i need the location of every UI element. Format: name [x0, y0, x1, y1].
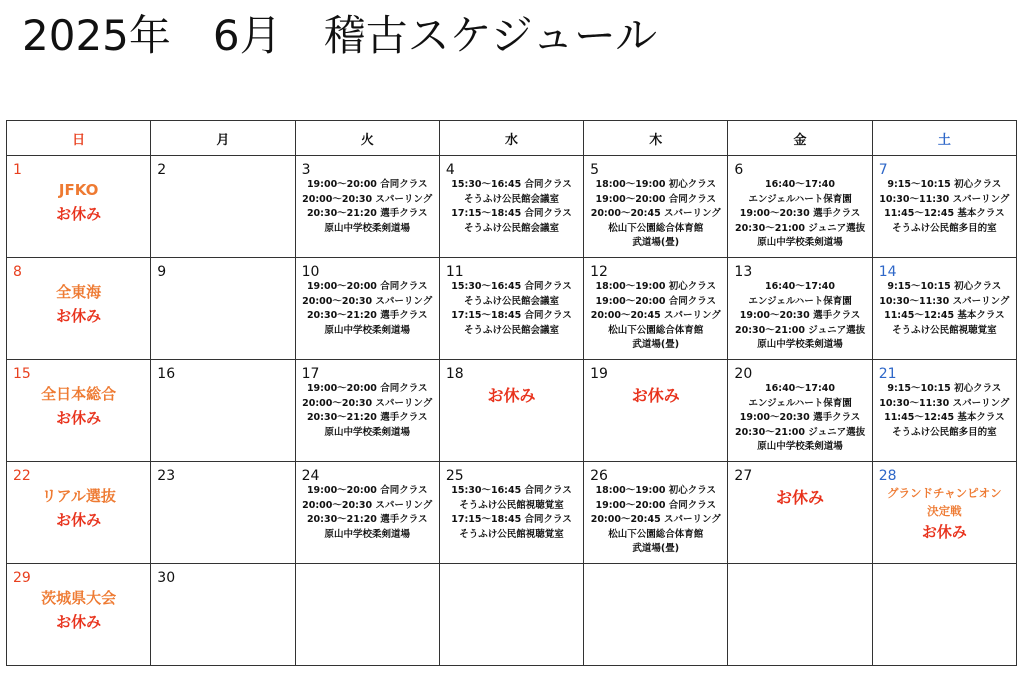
schedule-line: 武道場(畳) [632, 543, 680, 554]
schedule-line: 15:30〜16:45 合同クラス [451, 485, 572, 496]
day-cell [295, 564, 439, 666]
day-cell [7, 564, 151, 666]
schedule-line: 9:15〜10:15 初心クラス [887, 281, 1002, 292]
day-cell [872, 564, 1016, 666]
schedule-line: 松山下公園総合体育館 [608, 222, 704, 234]
schedule-line: 18:00〜19:00 初心クラス [595, 281, 717, 292]
event-name: 茨城県大会 [41, 589, 117, 607]
schedule-line: 10:30〜11:30 スパーリング [879, 295, 1010, 307]
day-number: 14 [878, 264, 897, 280]
day-content [296, 178, 439, 236]
event-name: リアル選抜 [41, 487, 116, 505]
day-content [440, 280, 583, 338]
day-content [7, 586, 150, 634]
schedule-line: 原山中学校柔剣道場 [324, 324, 410, 336]
day-content [728, 280, 871, 353]
day-number: 13 [734, 264, 753, 280]
day-number: 2 [157, 162, 167, 178]
day-number: 25 [445, 468, 464, 484]
day-number: 29 [13, 570, 31, 586]
day-content [296, 484, 439, 542]
day-cell [728, 258, 872, 360]
day-number: 20 [734, 366, 753, 382]
day-number: 27 [734, 468, 753, 484]
day-cell [439, 360, 583, 462]
day-cell [151, 360, 295, 462]
schedule-line: 17:15〜18:45 合同クラス [451, 310, 572, 321]
schedule-line: 20:00〜20:30 スパーリング [302, 193, 433, 205]
schedule-line: そうふけ公民館会議室 [463, 222, 559, 234]
event-name: 全日本総合 [41, 385, 117, 403]
day-cell [439, 564, 583, 666]
day-number: 6 [734, 162, 744, 178]
schedule-line: 20:00〜20:30 スパーリング [302, 295, 433, 307]
schedule-line: 11:45〜12:45 基本クラス [884, 412, 1005, 423]
day-cell [7, 156, 151, 258]
schedule-line: 19:00〜20:00 合同クラス [595, 499, 717, 511]
day-number: 26 [590, 468, 608, 484]
week-row [7, 564, 1017, 666]
schedule-line: 原山中学校柔剣道場 [324, 528, 410, 540]
day-content [296, 382, 439, 440]
schedule-line: 11:45〜12:45 基本クラス [884, 310, 1005, 321]
schedule-line: 19:00〜20:00 合同クラス [306, 383, 428, 394]
day-off-label: お休み [56, 205, 102, 223]
day-cell [151, 564, 295, 666]
schedule-line: 松山下公園総合体育館 [608, 324, 704, 336]
day-cell [584, 156, 728, 258]
weekday-tuesday: 火 [295, 121, 439, 156]
day-number: 18 [445, 366, 464, 382]
day-cell [295, 462, 439, 564]
schedule-line: 19:00〜20:00 合同クラス [595, 295, 717, 307]
day-content [440, 484, 583, 542]
schedule-line: 武道場(畳) [632, 339, 680, 350]
schedule-line: そうふけ公民館視聴覚室 [459, 499, 564, 511]
day-cell [151, 156, 295, 258]
day-number: 5 [590, 162, 600, 178]
schedule-line: 19:00〜20:30 選手クラス [739, 310, 861, 321]
day-off-label: お休み [921, 523, 967, 541]
schedule-line: 20:30〜21:20 選手クラス [306, 514, 428, 525]
week-row [7, 462, 1017, 564]
schedule-line: そうふけ公民館多目的室 [892, 222, 997, 234]
event-name: JFKO [58, 181, 99, 199]
day-number: 30 [157, 570, 176, 586]
schedule-line: 16:40〜17:40 [765, 281, 836, 292]
schedule-line: 17:15〜18:45 合同クラス [451, 514, 572, 525]
day-number: 1 [13, 162, 22, 178]
schedule-line: 10:30〜11:30 スパーリング [879, 193, 1010, 205]
day-content [873, 484, 1016, 544]
day-cell [439, 156, 583, 258]
schedule-line: 原山中学校柔剣道場 [757, 441, 843, 452]
schedule-line: 20:30〜21:20 選手クラス [306, 310, 428, 321]
schedule-line: 16:40〜17:40 [765, 179, 836, 190]
schedule-line: そうふけ公民館会議室 [463, 324, 559, 336]
schedule-line: 19:00〜20:30 選手クラス [739, 412, 861, 423]
day-number: 22 [13, 468, 31, 484]
day-cell [151, 462, 295, 564]
schedule-line: そうふけ公民館多目的室 [892, 426, 997, 438]
schedule-line: 18:00〜19:00 初心クラス [595, 179, 717, 190]
schedule-line: 20:30〜21:00 ジュニア選抜 [734, 324, 866, 336]
schedule-line: 20:00〜20:45 スパーリング [590, 514, 721, 525]
day-cell [872, 360, 1016, 462]
day-cell [295, 360, 439, 462]
day-cell [584, 360, 728, 462]
schedule-line: 17:15〜18:45 合同クラス [451, 208, 572, 219]
day-cell [728, 156, 872, 258]
day-off-label: お休み [776, 488, 825, 507]
day-number: 21 [878, 366, 897, 382]
day-number: 19 [590, 366, 608, 382]
week-row [7, 258, 1017, 360]
day-off-label: お休み [487, 386, 536, 405]
day-cell [7, 258, 151, 360]
day-number: 28 [878, 468, 897, 484]
day-number: 4 [445, 162, 455, 178]
schedule-line: 20:00〜20:30 スパーリング [302, 397, 433, 409]
week-row [7, 156, 1017, 258]
schedule-line: 20:00〜20:45 スパーリング [590, 310, 721, 321]
page-title: 2025年 6月 稽古スケジュール [22, 11, 658, 60]
day-content [728, 382, 871, 455]
day-number: 12 [590, 264, 608, 280]
schedule-line: 9:15〜10:15 初心クラス [887, 179, 1002, 190]
day-cell [728, 360, 872, 462]
schedule-line: 20:00〜20:45 スパーリング [590, 208, 721, 219]
day-number: 15 [13, 366, 31, 382]
day-off-label: お休み [631, 386, 680, 405]
day-number: 9 [157, 264, 167, 280]
day-cell [728, 462, 872, 564]
schedule-line: 20:30〜21:20 選手クラス [306, 208, 428, 219]
day-content [7, 280, 150, 328]
day-number: 8 [13, 264, 22, 280]
schedule-line: そうふけ公民館会議室 [463, 193, 559, 205]
day-number: 17 [301, 366, 320, 382]
day-cell [584, 564, 728, 666]
weekday-saturday: 土 [872, 121, 1016, 156]
day-number: 10 [301, 264, 320, 280]
day-cell [295, 258, 439, 360]
day-number: 23 [157, 468, 176, 484]
day-cell [728, 564, 872, 666]
day-off-label: お休み [56, 613, 102, 631]
weekday-wednesday: 水 [439, 121, 583, 156]
day-off-label: お休み [56, 409, 102, 427]
day-cell [872, 156, 1016, 258]
day-number: 3 [301, 162, 311, 178]
day-content [584, 280, 727, 353]
schedule-line: 10:30〜11:30 スパーリング [879, 397, 1010, 409]
day-cell [439, 462, 583, 564]
schedule-line: 原山中学校柔剣道場 [324, 222, 410, 234]
schedule-line: 9:15〜10:15 初心クラス [887, 383, 1002, 394]
calendar-table [6, 120, 1017, 666]
event-name-line: グランドチャンピオン [887, 486, 1002, 500]
weekday-thursday: 木 [584, 121, 728, 156]
day-content [873, 382, 1016, 440]
schedule-line: 15:30〜16:45 合同クラス [451, 179, 572, 190]
day-cell [872, 258, 1016, 360]
day-content [873, 280, 1016, 338]
weekday-header-row [7, 121, 1017, 156]
weekday-sunday: 日 [7, 121, 151, 156]
day-cell [295, 156, 439, 258]
schedule-line: 松山下公園総合体育館 [608, 528, 704, 540]
day-cell [7, 360, 151, 462]
schedule-line: そうふけ公民館視聴覚室 [459, 528, 564, 540]
day-content [873, 178, 1016, 236]
day-content [7, 484, 150, 532]
day-off-label: お休み [56, 307, 102, 325]
day-content [584, 484, 727, 557]
schedule-line: 原山中学校柔剣道場 [757, 339, 843, 350]
schedule-line: 19:00〜20:00 合同クラス [595, 193, 717, 205]
event-name-line: 決定戦 [927, 504, 962, 518]
schedule-line: 19:00〜20:00 合同クラス [306, 281, 428, 292]
schedule-line: 11:45〜12:45 基本クラス [884, 208, 1005, 219]
weekday-friday: 金 [728, 121, 872, 156]
schedule-line: そうふけ公民館視聴覚室 [892, 324, 997, 336]
day-content [7, 178, 150, 226]
schedule-line: 19:00〜20:30 選手クラス [739, 208, 861, 219]
day-number: 7 [878, 162, 888, 178]
day-cell [872, 462, 1016, 564]
schedule-line: エンジェルハート保育園 [748, 193, 852, 205]
event-name: 全東海 [56, 283, 102, 301]
day-cell [7, 462, 151, 564]
day-number: 11 [445, 264, 464, 280]
weekday-monday: 月 [151, 121, 295, 156]
schedule-line: 原山中学校柔剣道場 [324, 426, 410, 438]
day-off-label: お休み [56, 511, 102, 529]
schedule-line: 武道場(畳) [632, 237, 680, 248]
day-content [728, 178, 871, 251]
schedule-line: エンジェルハート保育園 [748, 397, 852, 409]
day-cell [439, 258, 583, 360]
day-content [296, 280, 439, 338]
week-row [7, 360, 1017, 462]
schedule-line: 20:00〜20:30 スパーリング [302, 499, 433, 511]
day-number: 24 [301, 468, 320, 484]
schedule-line: 19:00〜20:00 合同クラス [306, 179, 428, 190]
schedule-line: そうふけ公民館会議室 [463, 295, 559, 307]
schedule-line: 20:30〜21:20 選手クラス [306, 412, 428, 423]
schedule-line: 20:30〜21:00 ジュニア選抜 [734, 426, 866, 438]
schedule-line: 20:30〜21:00 ジュニア選抜 [734, 222, 866, 234]
schedule-line: 15:30〜16:45 合同クラス [451, 281, 572, 292]
day-cell [151, 258, 295, 360]
schedule-line: 16:40〜17:40 [765, 383, 836, 394]
schedule-line: 原山中学校柔剣道場 [757, 237, 843, 248]
day-number: 16 [157, 366, 176, 382]
day-cell [584, 258, 728, 360]
day-content [440, 178, 583, 236]
day-content [7, 382, 150, 430]
schedule-line: 19:00〜20:00 合同クラス [306, 485, 428, 496]
schedule-line: 18:00〜19:00 初心クラス [595, 485, 717, 496]
day-content [584, 178, 727, 251]
day-cell [584, 462, 728, 564]
schedule-line: エンジェルハート保育園 [748, 295, 852, 307]
